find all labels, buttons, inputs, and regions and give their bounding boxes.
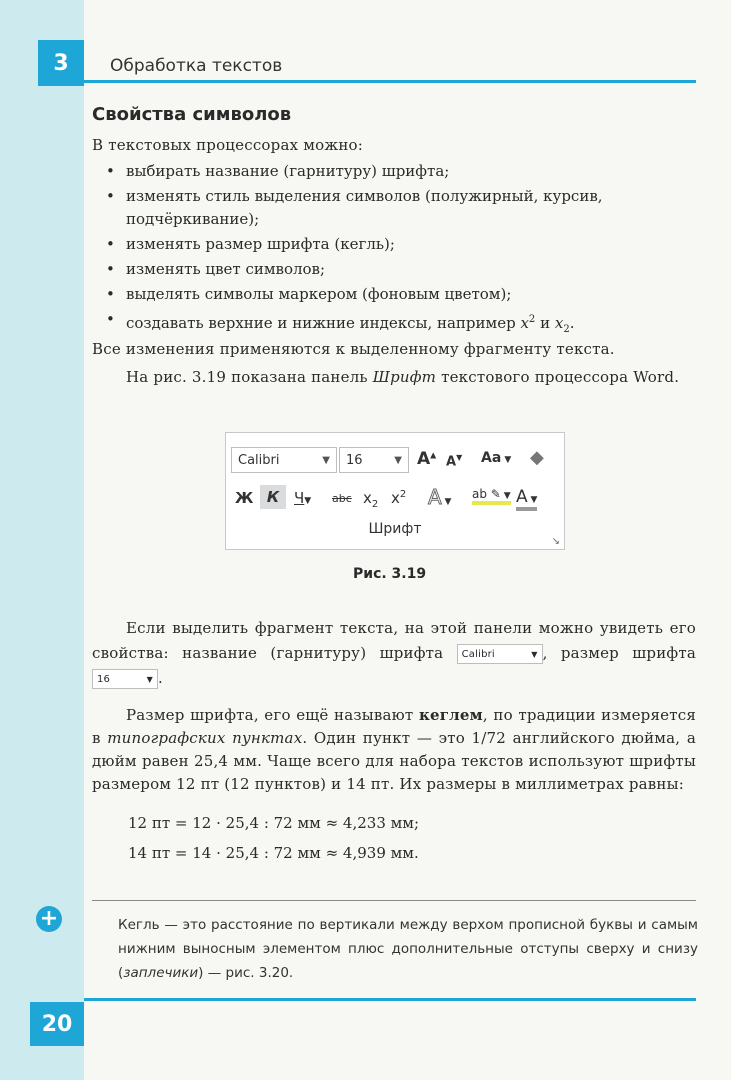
pen-icon: ✎ <box>486 487 501 501</box>
font-panel <box>225 432 565 550</box>
font-panel-label: Шрифт <box>368 521 422 537</box>
bullet-list <box>92 160 696 343</box>
shrink-font-button[interactable]: A▼ <box>446 453 463 470</box>
underline-button[interactable]: Ч▼ <box>294 489 312 507</box>
note-divider <box>92 900 696 901</box>
bold-button[interactable]: Ж <box>235 489 254 507</box>
grow-font-button[interactable]: A▲ <box>417 449 437 469</box>
superscript-button[interactable]: $x^2$ <box>391 489 407 507</box>
footer-rule <box>84 998 696 1001</box>
subscript-button[interactable]: $x_2$ <box>363 489 379 510</box>
chevron-down-icon: ▼ <box>531 650 538 659</box>
strikethrough-button[interactable]: abc <box>332 492 352 505</box>
font-size-combo[interactable]: 16 ▼ <box>339 447 409 473</box>
chevron-down-icon: ▼ <box>322 455 330 466</box>
figure-caption: Рис. 3.19 <box>353 566 427 582</box>
note-text: Кегль — это расстояние по вертикали между верхом прописной буквы и самым нижним выносным элементом плюс дополнительные отступы сверху и снизу (заплечики) — рис. 3.20. <box>118 917 698 981</box>
page-number: 20 <box>30 1002 84 1046</box>
font-color-button[interactable]: A ▼ <box>516 487 537 511</box>
list-item: • изменять размер шрифта (кегль); <box>92 233 696 256</box>
paragraph-changes: Все изменения применяются к выделенному фрагменту текста. <box>92 340 615 358</box>
list-item: • выбирать название (гарнитуру) шрифта; <box>92 160 696 183</box>
chapter-title: Обработка текстов <box>110 56 283 76</box>
dialog-launcher-icon[interactable]: ↘ <box>551 536 560 547</box>
inline-font-name-combo: Calibri ▼ <box>457 644 543 664</box>
list-item: • изменять стиль выделения символов (полужирный, курсив, подчёркивание); <box>92 185 696 231</box>
list-item: • выделять символы маркером (фоновым цветом); <box>92 283 696 306</box>
formula-12pt: 12 пт = 12 · 25,4 : 72 мм ≈ 4,233 мм; <box>128 814 420 832</box>
eraser-icon: ◆ <box>530 447 544 468</box>
intro-text: В текстовых процессорах можно: <box>92 136 364 154</box>
change-case-button[interactable]: Aa ▼ <box>481 450 512 466</box>
chevron-down-icon: ▼ <box>146 675 153 684</box>
section-title: Свойства символов <box>92 104 292 125</box>
highlight-button[interactable]: ab ✎ ▼ <box>472 487 511 505</box>
plus-icon: + <box>36 906 62 932</box>
font-name-combo[interactable]: Calibri ▼ <box>231 447 337 473</box>
header-rule <box>84 80 696 83</box>
italic-button[interactable]: К <box>260 485 286 509</box>
paragraph-font-size: Размер шрифта, его ещё называют кеглем, по традиции измеряется в типографских пунктах. Один пункт — это 1/72 английского дюйма, а дюйм равен 25,4 мм. Чаще всего для набора текстов используют шрифты размером 12 пт (12 пунктов) и 14 пт. Их размеры в миллиметрах равны: <box>92 706 696 793</box>
list-item: • изменять цвет символов; <box>92 258 696 281</box>
chapter-number: 3 <box>38 40 84 86</box>
paragraph-panel-intro: На рис. 3.19 показана панель Шрифт текстового процессора Word. <box>126 368 680 386</box>
list-item: • создавать верхние и нижние индексы, например $x^2$ и $x_2$. <box>92 308 696 341</box>
chevron-down-icon: ▼ <box>394 455 402 466</box>
clear-formatting-button[interactable] <box>530 447 544 468</box>
text-effects-button[interactable]: A ▼ <box>428 485 452 509</box>
paragraph-properties: Если выделить фрагмент текста, на этой панели можно увидеть его свойства: название (гарнитуру) шрифта Calibri ▼ , размер шрифта 16 ▼ . <box>92 616 696 691</box>
formula-14pt: 14 пт = 14 · 25,4 : 72 мм ≈ 4,939 мм. <box>128 844 419 862</box>
inline-font-size-combo: 16 ▼ <box>92 669 158 689</box>
